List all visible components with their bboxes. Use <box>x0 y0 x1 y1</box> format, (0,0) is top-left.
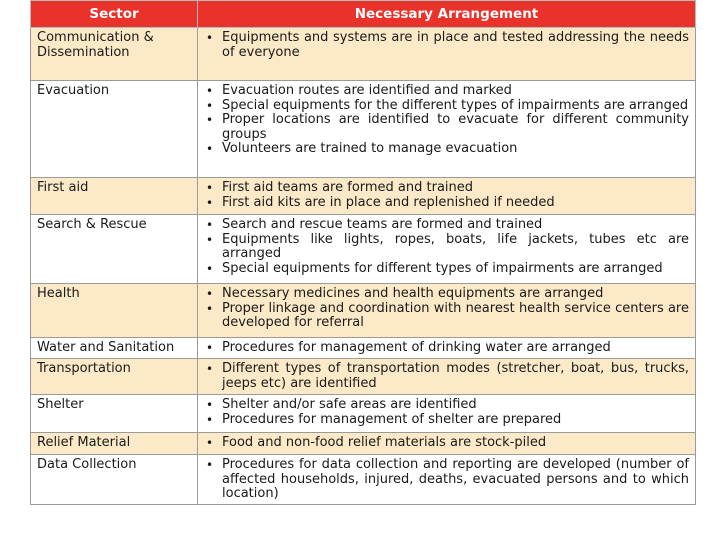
arrangement-cell <box>198 359 696 395</box>
list-item: • Evacuation routes are identified and marked <box>222 84 689 99</box>
arrangement-cell <box>198 338 696 359</box>
arrangement-list <box>204 84 689 157</box>
arrangement-list <box>204 458 689 502</box>
header-arrangement: Necessary Arrangement <box>198 1 696 28</box>
arrangement-cell <box>198 178 696 215</box>
list-item: • First aid kits are in place and replenished if needed <box>222 196 689 211</box>
table-row <box>31 359 696 395</box>
table-row <box>31 338 696 359</box>
sector-cell: Data Collection <box>31 455 198 505</box>
arrangement-table <box>30 0 696 505</box>
arrangement-cell <box>198 455 696 505</box>
arrangement-list <box>204 436 689 451</box>
list-item: • Search and rescue teams are formed and trained <box>222 218 689 233</box>
arrangement-list <box>204 181 689 210</box>
list-item: • Necessary medicines and health equipments are arranged <box>222 287 689 302</box>
sector-cell: Communication & Dissemination <box>31 28 198 81</box>
arrangement-cell <box>198 284 696 338</box>
list-item: • Equipments and systems are in place and tested addressing the needs of everyone <box>222 31 689 60</box>
sector-cell: Search & Rescue <box>31 215 198 284</box>
sector-cell: Transportation <box>31 359 198 395</box>
table-row <box>31 215 696 284</box>
sector-cell: First aid <box>31 178 198 215</box>
list-item: • Food and non-food relief materials are stock-piled <box>222 436 689 451</box>
list-item: • Proper linkage and coordination with nearest health service centers are developed for referral <box>222 302 689 331</box>
header-sector: Sector <box>31 1 198 28</box>
list-item: • Special equipments for different types of impairments are arranged <box>222 262 689 277</box>
list-item: • Special equipments for the different types of impairments are arranged <box>222 99 689 114</box>
arrangement-cell <box>198 81 696 178</box>
table-row <box>31 433 696 455</box>
table-row <box>31 455 696 505</box>
list-item: • Volunteers are trained to manage evacuation <box>222 142 689 157</box>
arrangement-cell <box>198 28 696 81</box>
list-item: • Procedures for data collection and reporting are developed (number of affected households, injured, deaths, evacuated persons and to which location) <box>222 458 689 502</box>
table-body <box>31 28 696 505</box>
list-item: • Equipments like lights, ropes, boats, life jackets, tubes etc are arranged <box>222 233 689 262</box>
table-row <box>31 178 696 215</box>
table-row <box>31 395 696 433</box>
arrangement-cell <box>198 433 696 455</box>
list-item: • Procedures for management of drinking water are arranged <box>222 341 689 356</box>
list-item: • Procedures for management of shelter are prepared <box>222 413 689 428</box>
table-row <box>31 81 696 178</box>
sector-cell: Health <box>31 284 198 338</box>
arrangement-list <box>204 341 689 356</box>
arrangement-list <box>204 31 689 60</box>
list-item: • First aid teams are formed and trained <box>222 181 689 196</box>
arrangement-list <box>204 218 689 276</box>
arrangement-list <box>204 398 689 427</box>
table-header-row <box>31 1 696 28</box>
arrangement-cell <box>198 215 696 284</box>
list-item: • Shelter and/or safe areas are identified <box>222 398 689 413</box>
arrangement-list <box>204 287 689 331</box>
list-item: • Different types of transportation modes (stretcher, boat, bus, trucks, jeeps etc) are identified <box>222 362 689 391</box>
table-row <box>31 284 696 338</box>
sector-cell: Shelter <box>31 395 198 433</box>
sector-cell: Water and Sanitation <box>31 338 198 359</box>
table-row <box>31 28 696 81</box>
sector-cell: Relief Material <box>31 433 198 455</box>
list-item: • Proper locations are identified to evacuate for different community groups <box>222 113 689 142</box>
arrangement-cell <box>198 395 696 433</box>
arrangement-list <box>204 362 689 391</box>
sector-cell: Evacuation <box>31 81 198 178</box>
